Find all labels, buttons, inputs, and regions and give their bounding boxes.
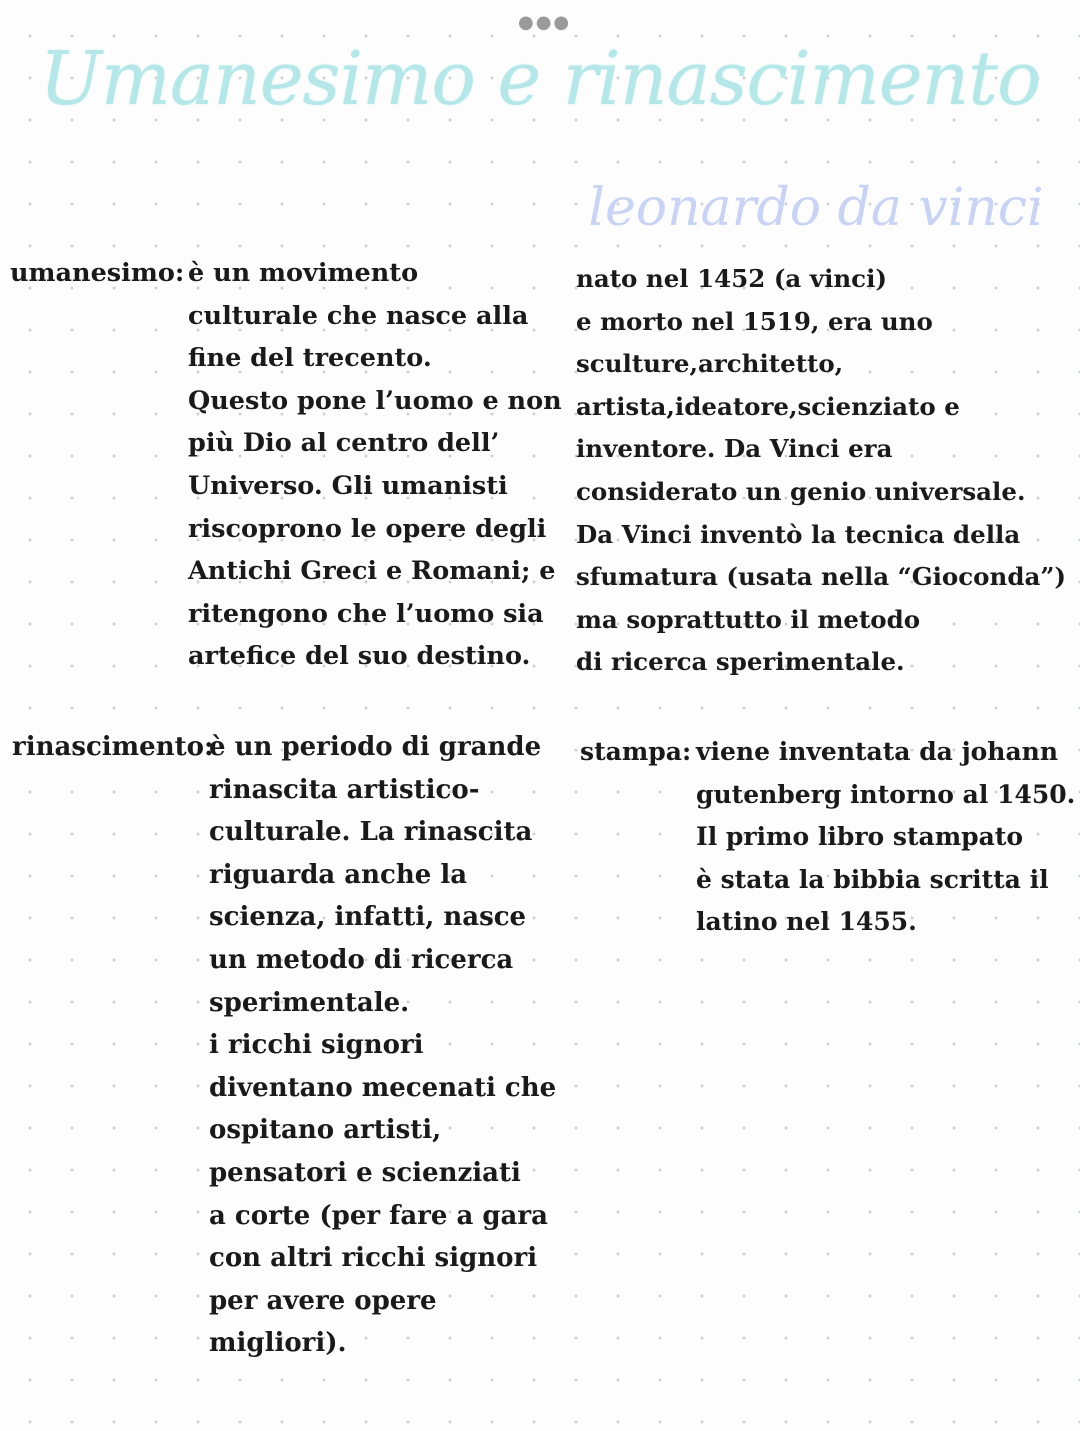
definition-stampa	[696, 731, 1075, 944]
text-line: Universo. Gli umanisti	[188, 470, 508, 501]
entry-leonardo	[576, 258, 1076, 684]
text-line: ritengono che l’uomo sia	[188, 598, 544, 629]
text-line: culturale che nasce alla	[188, 300, 529, 331]
text-line: con altri ricchi signori	[209, 1243, 538, 1274]
section-title-leonardo: leonardo da vinci	[588, 178, 1044, 238]
text-line: ma soprattutto il metodo	[576, 604, 921, 634]
text-line: viene inventata da johann	[696, 737, 1059, 766]
text-line: Questo pone l’uomo e non	[188, 385, 562, 416]
text-line: rinascita artistico-	[209, 774, 480, 805]
text-line: Il primo libro stampato	[696, 822, 1024, 852]
text-line: per avere opere	[209, 1285, 437, 1316]
definition-umanesimo	[188, 252, 562, 678]
text-line: migliori).	[209, 1328, 347, 1359]
text-line: gutenberg intorno al 1450.	[696, 779, 1076, 809]
text-line: Antichi Greci e Romani; e	[188, 556, 556, 587]
text-line: di ricerca sperimentale.	[576, 647, 905, 677]
text-line: inventore. Da Vinci era	[576, 434, 893, 464]
text-line: ospitano artisti,	[209, 1115, 442, 1146]
text-line: latino nel 1455.	[696, 907, 917, 937]
text-line: un metodo di ricerca	[209, 944, 514, 975]
text-line: riscoprono le opere degli	[188, 513, 547, 544]
text-line: sperimentale.	[209, 987, 410, 1018]
text-line: nato nel 1452 (a vinci)	[576, 264, 887, 293]
text-line: diventano mecenati che	[209, 1072, 557, 1103]
text-line: i ricchi signori	[209, 1030, 424, 1061]
text-line: culturale. La rinascita	[209, 817, 533, 848]
text-line: a corte (per fare a gara	[209, 1200, 548, 1231]
text-line: artista,ideatore,scienziato e	[576, 391, 960, 421]
text-line: pensatori e scienziati	[209, 1157, 521, 1188]
text-line: Da Vinci inventò la tecnica della	[576, 519, 1021, 549]
text-line: sfumatura (usata nella “Gioconda”)	[576, 562, 1067, 592]
text-line: più Dio al centro dell’	[188, 428, 500, 459]
text-line: fine del trecento.	[188, 343, 432, 374]
text-line: e morto nel 1519, era uno	[576, 306, 933, 336]
text-line: è un movimento	[188, 258, 419, 288]
text-line: scienza, infatti, nasce	[209, 902, 527, 933]
text-line: artefice del suo destino.	[188, 641, 531, 672]
term-umanesimo: umanesimo:	[10, 258, 185, 288]
definition-rinascimento	[209, 726, 556, 1365]
page-title: Umanesimo e rinascimento	[39, 36, 1041, 122]
text-line: considerato un genio universale.	[576, 476, 1026, 506]
term-stampa: stampa:	[580, 737, 692, 766]
term-rinascimento: rinascimento:	[12, 732, 214, 762]
text-line: è stata la bibbia scritta il	[696, 864, 1049, 894]
more-options-icon[interactable]: ●●●	[518, 12, 572, 33]
text-line: è un periodo di grande	[209, 732, 542, 762]
text-line: sculture,architetto,	[576, 349, 844, 379]
text-line: riguarda anche la	[209, 859, 468, 890]
